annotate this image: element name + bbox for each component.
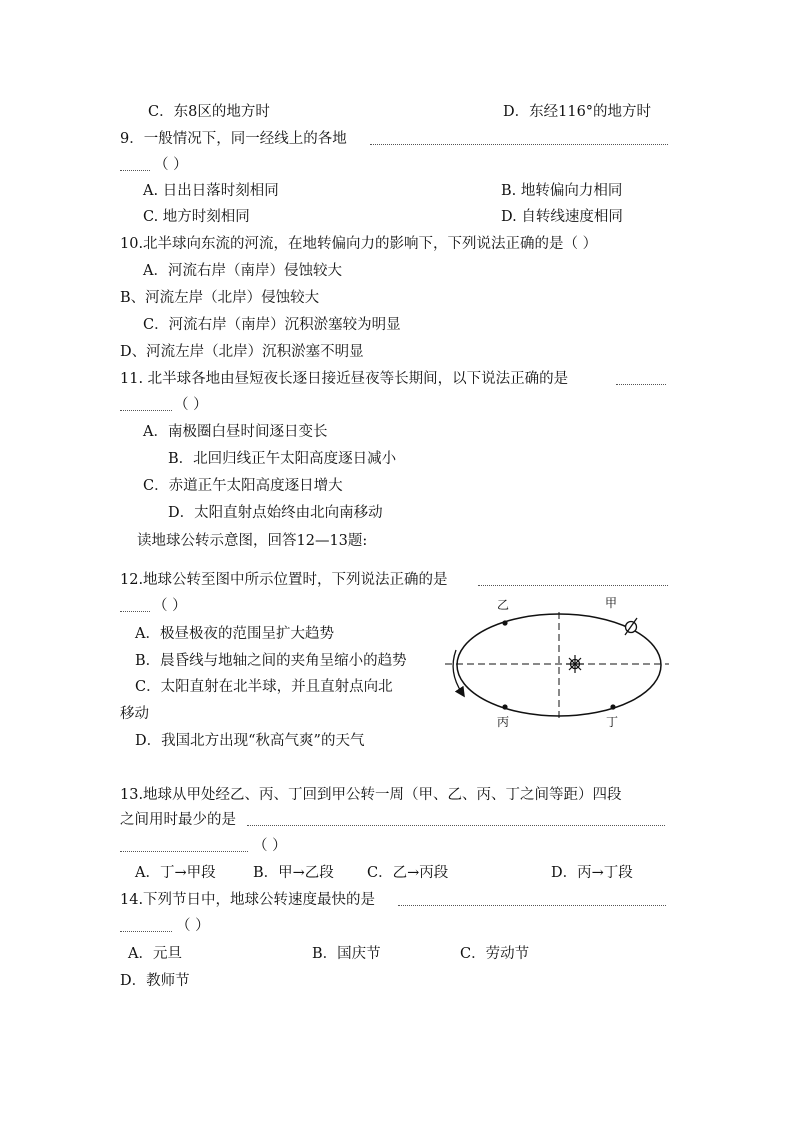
q13-stem-cont: 之间用时最少的是 <box>120 812 236 828</box>
q13-option-d: D．丙→丁段 <box>551 865 633 881</box>
q9-option-d: D. 自转线速度相同 <box>501 209 623 225</box>
q10-option-d: D、河流左岸（北岸）沉积淤塞不明显 <box>120 344 364 360</box>
q9-answer-blank: （ ） <box>154 157 188 173</box>
label-yi: 乙 <box>497 598 510 612</box>
q11-option-a: A．南极圈白昼时间逐日变长 <box>143 424 328 440</box>
q13-leader-dots-2 <box>120 851 248 852</box>
q10-option-a: A．河流右岸（南岸）侵蚀较大 <box>143 263 342 279</box>
q14-option-b: B．国庆节 <box>312 946 381 962</box>
q8-option-d: D．东经116°的地方时 <box>503 104 652 120</box>
q14-option-a: A．元旦 <box>128 946 182 962</box>
q11-option-c: C．赤道正午太阳高度逐日增大 <box>143 478 343 494</box>
q14-answer-blank: （ ） <box>176 918 210 934</box>
q10-stem: 10.北半球向东流的河流，在地转偏向力的影响下，下列说法正确的是（ ） <box>120 236 598 252</box>
q11-option-d: D．太阳直射点始终由北向南移动 <box>168 505 383 521</box>
q13-option-c: C．乙→丙段 <box>367 865 449 881</box>
q12-option-c: C．太阳直射在北半球，并且直射点向北 <box>135 679 393 695</box>
q13-stem: 13.地球从甲处经乙、丙、丁回到甲公转一周（甲、乙、丙、丁之间等距）四段 <box>120 787 622 803</box>
q9-option-a: A. 日出日落时刻相同 <box>143 183 279 199</box>
q11-leader-dots <box>616 384 666 385</box>
orbit-diagram <box>445 590 673 730</box>
orbit-point-yi <box>502 620 507 625</box>
earth-icon <box>625 618 637 635</box>
q14-stem: 14.下列节日中，地球公转速度最快的是 <box>120 892 376 908</box>
q14-leader-dots-2 <box>120 931 172 932</box>
q12-stem: 12.地球公转至图中所示位置时，下列说法正确的是 <box>120 572 448 588</box>
q14-option-d: D．教师节 <box>120 973 190 989</box>
q12-leader-dots <box>478 585 668 586</box>
q9-option-b: B. 地转偏向力相同 <box>501 183 623 199</box>
q8-option-c: C．东8区的地方时 <box>148 104 270 120</box>
q9-option-c: C. 地方时刻相同 <box>143 209 250 225</box>
q13-leader-dots <box>247 825 665 826</box>
label-jia: 甲 <box>605 596 618 610</box>
q13-answer-blank: （ ） <box>253 838 287 854</box>
q13-option-b: B．甲→乙段 <box>253 865 334 881</box>
q12-option-d: D．我国北方出现“秋高气爽”的天气 <box>135 733 365 749</box>
sun-icon <box>566 655 584 673</box>
q10-option-b: B、河流左岸（北岸）侵蚀较大 <box>120 290 320 306</box>
section-intro: 读地球公转示意图，回答12—13题: <box>137 533 368 549</box>
q12-option-c-cont: 移动 <box>120 706 149 722</box>
q12-answer-blank: （ ） <box>153 598 187 614</box>
label-bing: 丙 <box>497 715 510 729</box>
q9-stem: 9．一般情况下，同一经线上的各地 <box>120 131 347 147</box>
orbit-point-ding <box>610 704 615 709</box>
q14-leader-dots <box>398 905 666 906</box>
q14-option-c: C．劳动节 <box>460 946 530 962</box>
q11-stem: 11. 北半球各地由昼短夜长逐日接近昼夜等长期间，以下说法正确的是 <box>120 371 569 387</box>
q10-option-c: C．河流右岸（南岸）沉积淤塞较为明显 <box>143 317 401 333</box>
q12-option-a: A．极昼极夜的范围呈扩大趋势 <box>135 626 334 642</box>
q9-leader-dots <box>370 144 668 145</box>
q11-answer-blank: （ ） <box>174 397 208 413</box>
q13-option-a: A．丁→甲段 <box>135 865 216 881</box>
q12-option-b: B．晨昏线与地轴之间的夹角呈缩小的趋势 <box>135 653 407 669</box>
label-ding: 丁 <box>606 715 619 729</box>
q11-option-b: B．北回归线正午太阳高度逐日减小 <box>168 451 397 467</box>
q12-leader-dots-2 <box>120 611 150 612</box>
q11-leader-dots-2 <box>120 410 172 411</box>
orbit-point-bing <box>502 704 507 709</box>
q9-leader-dots-2 <box>120 170 150 171</box>
